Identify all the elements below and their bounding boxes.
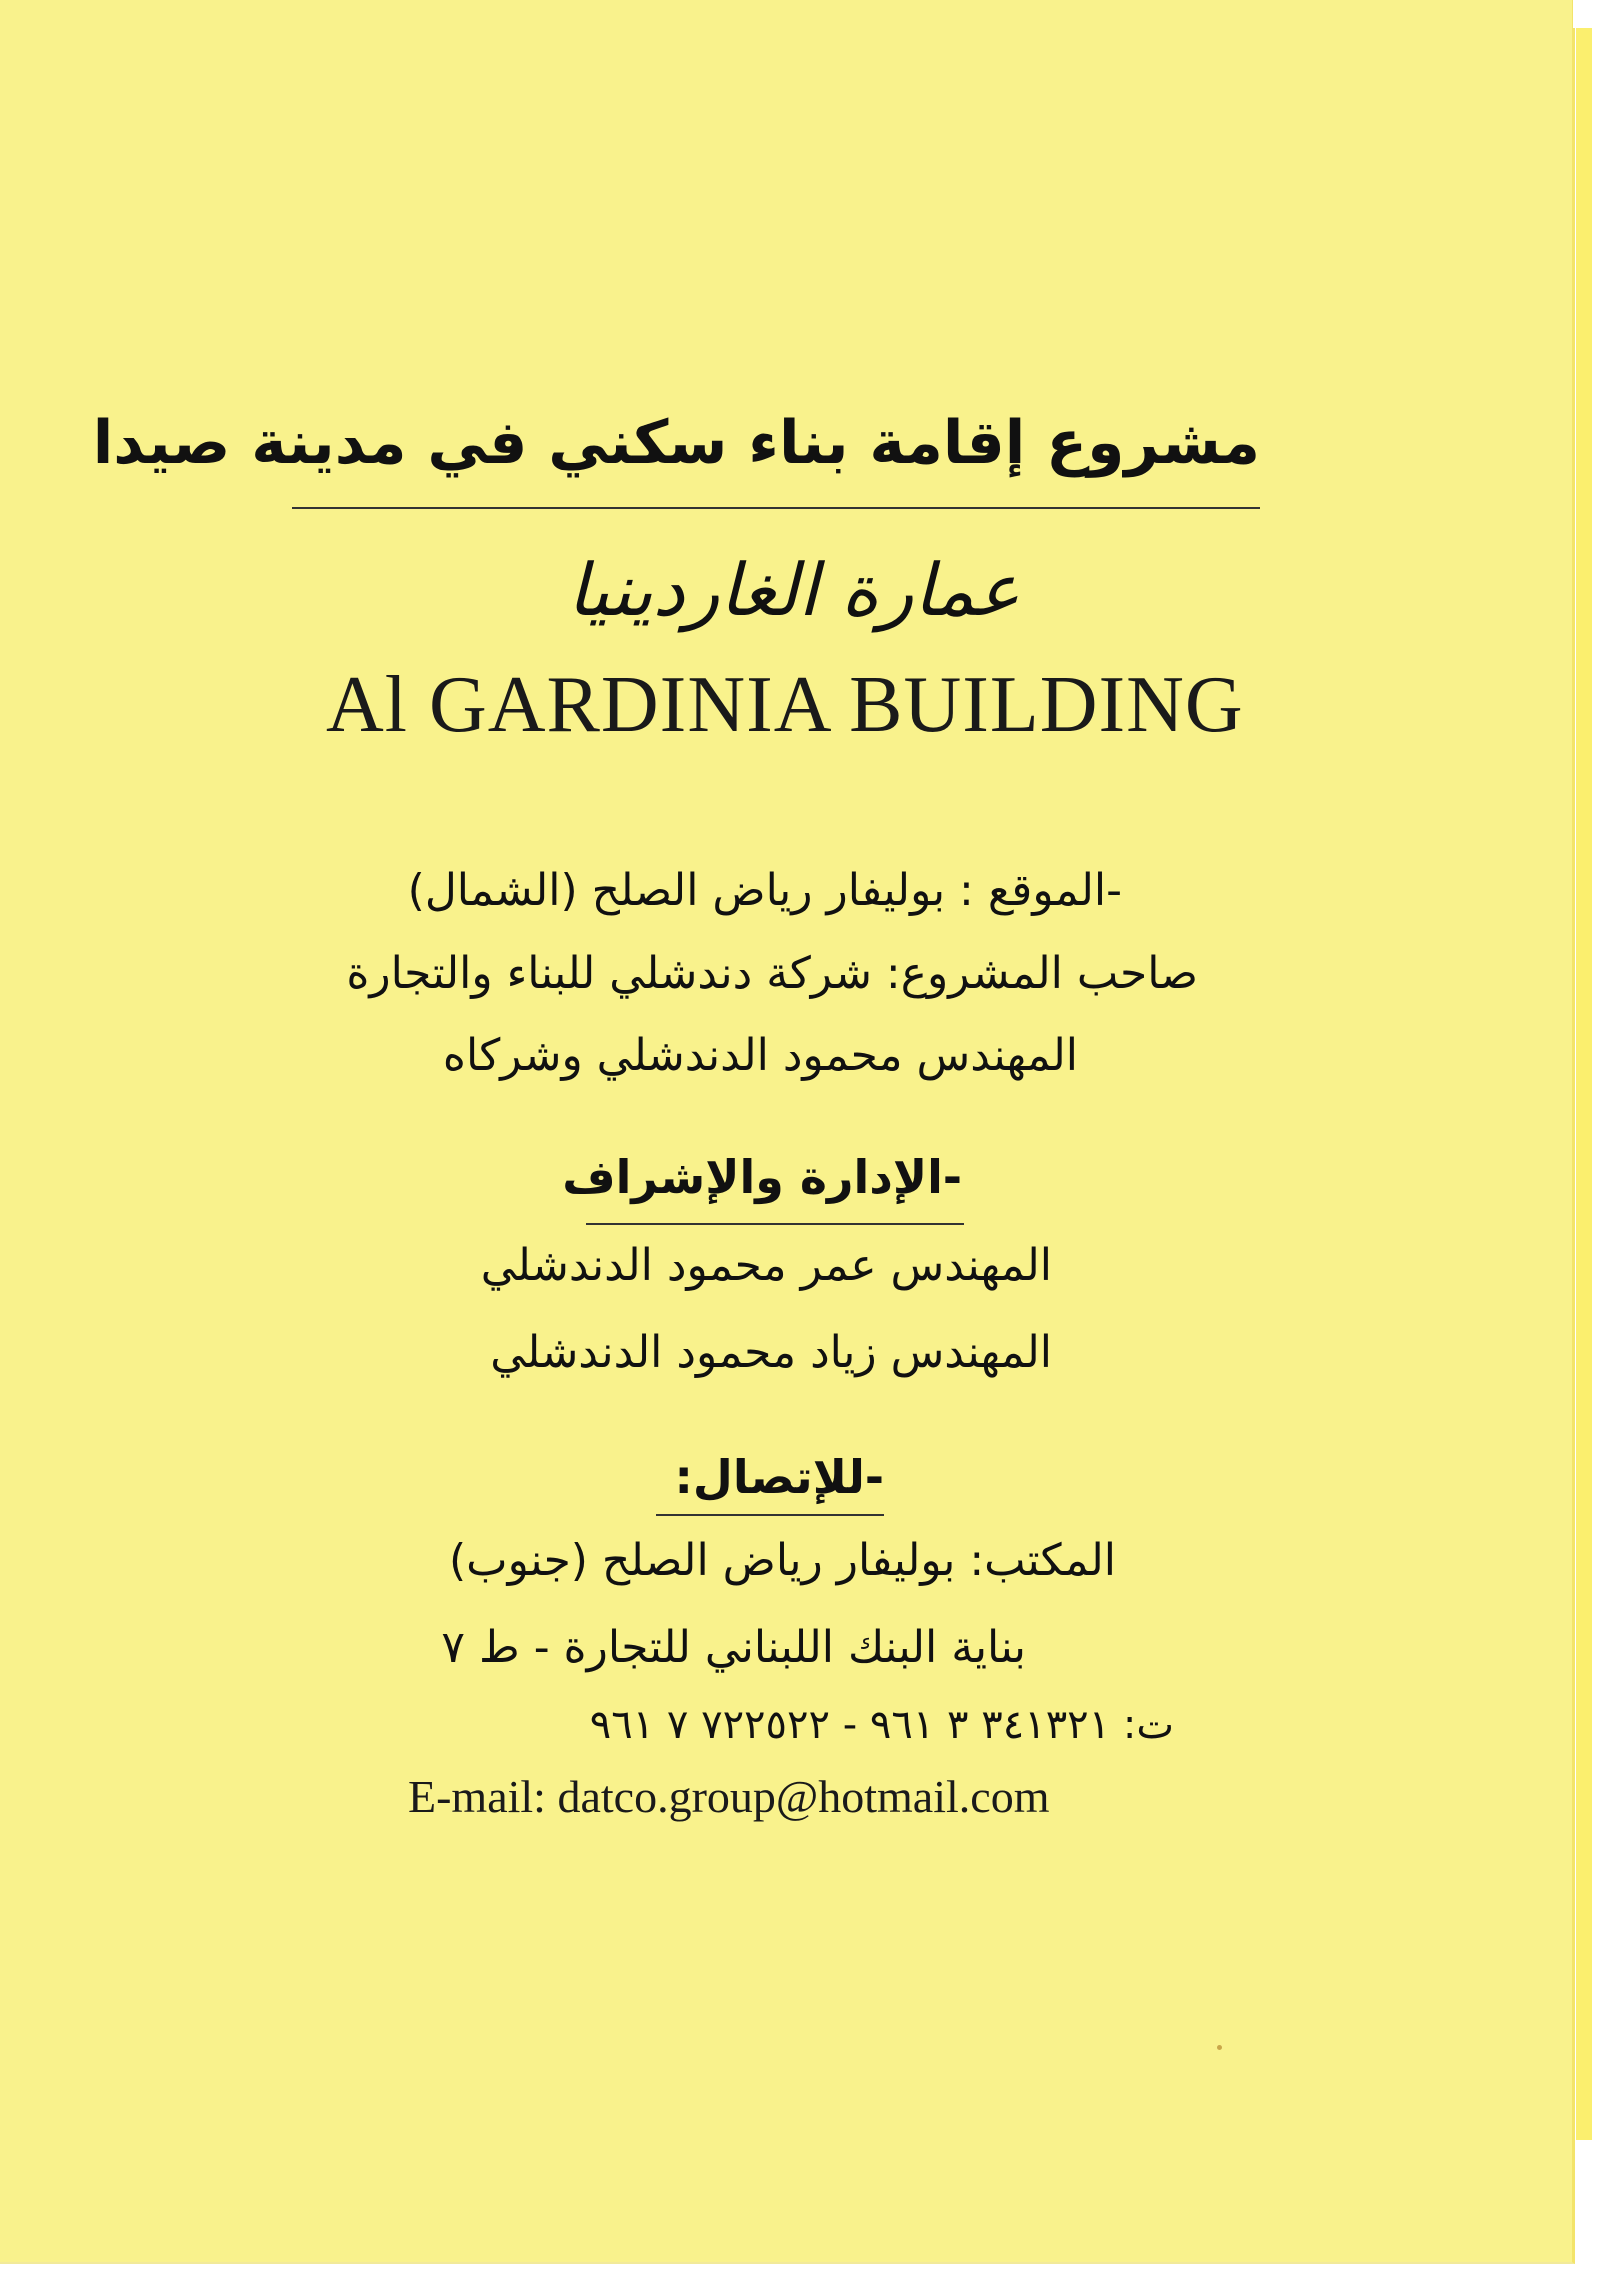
owner-line: صاحب المشروع: شركة دندشلي للبناء والتجارة (346, 948, 1198, 999)
paper-speck (1217, 2045, 1222, 2050)
scan-corner (1573, 0, 1600, 28)
location-line: -الموقع : بوليفار رياض الصلح (الشمال) (407, 865, 1122, 916)
title-underline (292, 507, 1260, 509)
office-address: المكتب: بوليفار رياض الصلح (جنوب) (448, 1535, 1116, 1586)
engineer-line: المهندس زياد محمود الدندشلي (490, 1327, 1052, 1378)
management-heading: -الإدارة والإشراف (562, 1150, 962, 1204)
building-name-arabic: عمارة الغاردينيا (567, 548, 1020, 632)
contact-heading: -للإتصال: (674, 1450, 884, 1504)
management-underline (586, 1223, 964, 1225)
owner-partner-line: المهندس محمود الدندشلي وشركاه (442, 1030, 1078, 1081)
project-title: مشروع إقامة بناء سكني في مدينة صيدا (92, 408, 1260, 478)
engineer-line: المهندس عمر محمود الدندشلي (480, 1240, 1052, 1291)
paper-edge (1576, 0, 1592, 2140)
building-address: بناية البنك اللبناني للتجارة - ط ٧ (441, 1622, 1026, 1673)
email-address: E-mail: datco.group@hotmail.com (408, 1771, 1050, 1822)
building-name-english: Al GARDINIA BUILDING (326, 661, 1244, 749)
phone-numbers: ت: ٣٤١٣٢١ ٣ ٩٦١ - ٧٢٢٥٢٢ ٧ ٩٦١ (589, 1702, 1174, 1748)
contact-underline (656, 1514, 884, 1516)
